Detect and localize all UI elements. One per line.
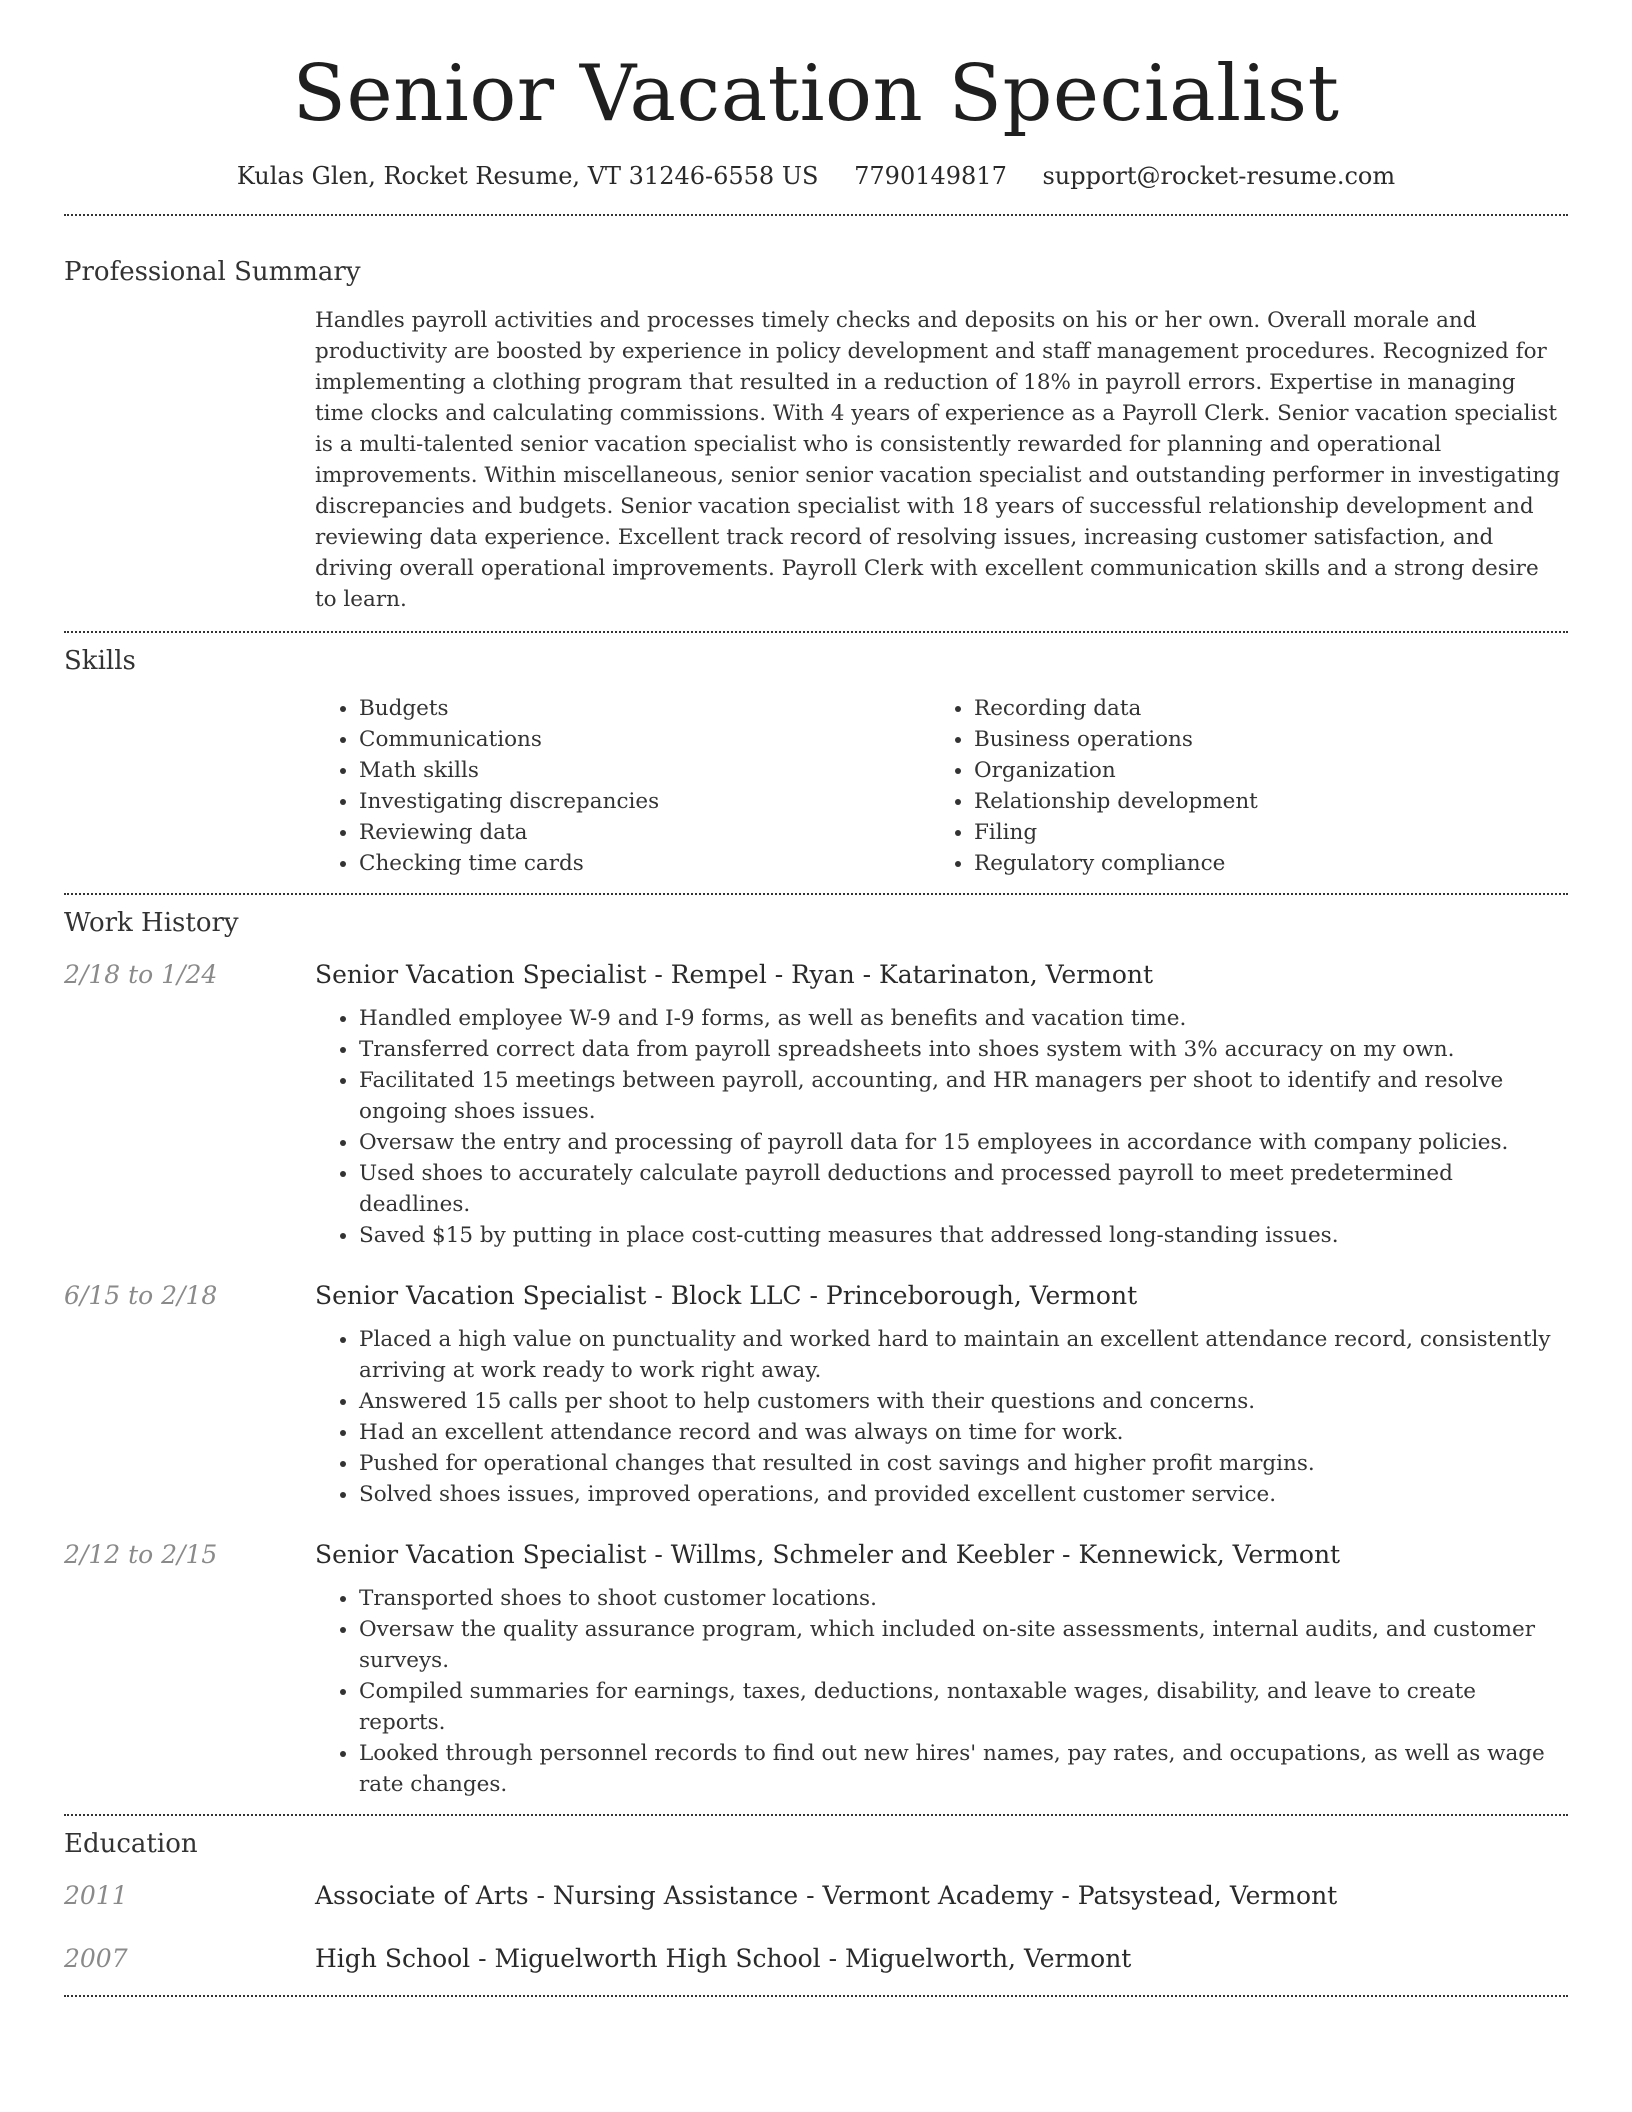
skill-item: • Relationship development: [974, 786, 1545, 817]
skill-item: • Reviewing data: [359, 817, 930, 848]
skills-list: [315, 693, 1568, 879]
skill-item: • Math skills: [359, 755, 930, 786]
skill-item: • Checking time cards: [359, 848, 930, 879]
divider: [64, 631, 1568, 633]
skills-column-left: [315, 693, 930, 879]
skill-item: • Budgets: [359, 693, 930, 724]
email: support@rocket-resume.com: [1042, 161, 1396, 190]
address: Kulas Glen, Rocket Resume, VT 31246-6558 US: [236, 161, 819, 190]
list-item: • Saved $15 by putting in place cost-cutting measures that addressed long-standing issues.: [359, 1220, 1568, 1251]
job-entry: [64, 1540, 1568, 1800]
job-bullets: [315, 1324, 1568, 1510]
divider: [64, 214, 1568, 216]
job-title: Senior Vacation Specialist - Rempel - Ryan - Katarinaton, Vermont: [315, 959, 1154, 989]
list-item: • Transferred correct data from payroll spreadsheets into shoes system with 3% accuracy on my own.: [359, 1034, 1568, 1065]
section-title-work: Work History: [64, 907, 239, 938]
summary-text: Handles payroll activities and processes timely checks and deposits on his or her own. Overall morale and productivity are boosted by experience in policy development and staff management procedures. Recognized for implementing a clothing program that resulted in a reduction of 18% in payroll errors. Expertise in managing time clocks and calculating commissions. With 4 years of experience as a Payroll Clerk. Senior vacation specialist is a multi-talented senior vacation specialist who is consistently rewarded for planning and operational improvements. Within miscellaneous, senior senior vacation specialist and outstanding performer in investigating discrepancies and budgets. Senior vacation specialist with 18 years of successful relationship development and reviewing data experience. Excellent track record of resolving issues, increasing customer satisfaction, and driving overall operational improvements. Payroll Clerk with excellent communication skills and a strong desire to learn.: [315, 307, 1560, 612]
list-item: • Pushed for operational changes that resulted in cost savings and higher profit margins.: [359, 1448, 1568, 1479]
page-title: Senior Vacation Specialist: [292, 49, 1340, 139]
section-title-education: Education: [64, 1828, 198, 1859]
list-item: • Handled employee W-9 and I-9 forms, as well as benefits and vacation time.: [359, 1003, 1568, 1034]
list-item: • Facilitated 15 meetings between payroll, accounting, and HR managers per shoot to identify and resolve ongoing shoes issues.: [359, 1065, 1568, 1127]
skill-item: • Organization: [974, 755, 1545, 786]
list-item: • Placed a high value on punctuality and worked hard to maintain an excellent attendance record, consistently arriving at work ready to work right away.: [359, 1324, 1568, 1386]
job-bullets: [315, 1003, 1568, 1251]
education-title: Associate of Arts - Nursing Assistance - Vermont Academy - Patsystead, Vermont: [315, 1880, 1338, 1910]
job-bullets: [315, 1583, 1568, 1800]
education-title: High School - Miguelworth High School - Miguelworth, Vermont: [315, 1943, 1132, 1973]
list-item: • Oversaw the quality assurance program, which included on-site assessments, internal audits, and customer surveys.: [359, 1614, 1568, 1676]
divider: [64, 893, 1568, 895]
education-entry: [64, 1944, 1568, 1973]
section-title-skills: Skills: [64, 645, 136, 676]
education-entry: [64, 1881, 1568, 1910]
list-item: • Used shoes to accurately calculate payroll deductions and processed payroll to meet predetermined deadlines.: [359, 1158, 1568, 1220]
education-year: 2007: [64, 1943, 128, 1973]
job-dates: 2/12 to 2/15: [64, 1539, 218, 1569]
skill-item: • Recording data: [974, 693, 1545, 724]
skill-item: • Regulatory compliance: [974, 848, 1545, 879]
list-item: • Compiled summaries for earnings, taxes, deductions, nontaxable wages, disability, and leave to create reports.: [359, 1676, 1568, 1738]
divider: [64, 1814, 1568, 1816]
job-dates: 6/15 to 2/18: [64, 1280, 218, 1310]
list-item: • Solved shoes issues, improved operations, and provided excellent customer service.: [359, 1479, 1568, 1510]
job-title: Senior Vacation Specialist - Willms, Schmeler and Keebler - Kennewick, Vermont: [315, 1539, 1341, 1569]
skill-item: • Investigating discrepancies: [359, 786, 930, 817]
skills-column-right: [930, 693, 1545, 879]
skill-item: • Communications: [359, 724, 930, 755]
list-item: • Had an excellent attendance record and was always on time for work.: [359, 1417, 1568, 1448]
job-entry: [64, 960, 1568, 1251]
list-item: • Looked through personnel records to find out new hires' names, pay rates, and occupations, as well as wage rate changes.: [359, 1738, 1568, 1800]
contact-line: [64, 162, 1568, 190]
section-title-summary: Professional Summary: [64, 256, 361, 287]
list-item: • Transported shoes to shoot customer locations.: [359, 1583, 1568, 1614]
phone: 7790149817: [854, 161, 1007, 190]
skill-item: • Filing: [974, 817, 1545, 848]
job-entry: [64, 1281, 1568, 1510]
list-item: • Oversaw the entry and processing of payroll data for 15 employees in accordance with company policies.: [359, 1127, 1568, 1158]
list-item: • Answered 15 calls per shoot to help customers with their questions and concerns.: [359, 1386, 1568, 1417]
divider: [64, 1995, 1568, 1997]
skill-item: • Business operations: [974, 724, 1545, 755]
job-dates: 2/18 to 1/24: [64, 959, 218, 989]
education-year: 2011: [64, 1880, 128, 1910]
job-title: Senior Vacation Specialist - Block LLC - Princeborough, Vermont: [315, 1280, 1138, 1310]
